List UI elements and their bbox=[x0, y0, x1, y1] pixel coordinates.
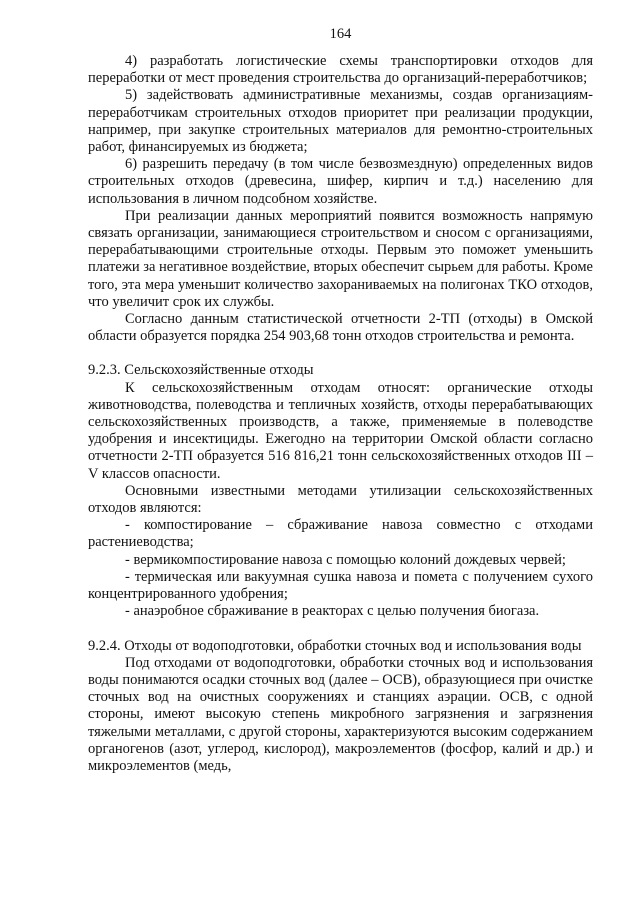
document-page bbox=[88, 24, 593, 775]
page-number: 164 bbox=[329, 26, 352, 42]
paragraph-statistics-construction: Согласно данным статистической отчетности 2-ТП (отходы) в Омской области образуется порядка 254 903,68 тонн отходов строительства и ремонта. bbox=[88, 311, 593, 345]
section-spacer bbox=[88, 345, 593, 362]
paragraph-measures-effect: При реализации данных мероприятий появится возможность напрямую связать организации, занимающиеся строительством и сносом с организациями, перерабатывающими строительные отходы. Первым это поможет уменьшить платежи за негативное воздействие, вторых обеспечит сырьем для работы. Кроме того, эта мера уменьшит количество захораниваемых на полигонах ТКО отходов, что увеличит срок их службы. bbox=[88, 207, 593, 310]
list-item-drying: - термическая или вакуумная сушка навоза и помета с получением сухого концентрированного удобрения; bbox=[88, 568, 593, 603]
list-item-logistics: 4) разработать логистические схемы транспортировки отходов для переработки от мест проведения строительства до организаций-переработчиков; bbox=[88, 53, 593, 87]
list-item-anaerobic-digestion: - анаэробное сбраживание в реакторах с целью получения биогаза. bbox=[125, 603, 540, 620]
paragraph-sewage-sludge: Под отходами от водоподготовки, обработки сточных вод и использования воды понимаются осадки сточных вод (далее – ОСВ), образующиеся при очистке сточных вод на очистных сооружениях и станциях аэрации. ОСВ, с одной стороны, имеют высокую степень микробного загрязнения и загрязнения тяжелыми металлами, с другой стороны, характеризуются высоким содержанием органогенов (азот, углерод, кислород), макроэлементов (фосфор, калий и др.) и микроэлементов (медь, bbox=[88, 654, 593, 774]
section-spacer bbox=[88, 621, 593, 638]
section-heading-water-treatment-waste: 9.2.4. Отходы от водоподготовки, обработки сточных вод и использования воды bbox=[88, 637, 582, 654]
section-heading-agricultural-waste: 9.2.3. Сельскохозяйственные отходы bbox=[88, 362, 314, 379]
list-item-admin-mechanisms: 5) задействовать административные механизмы, создав организациям-переработчикам строительных отходов приоритет при реализации продукции, например, при закупке строительных материалов для ремонтно-строительных работ, финансируемых из бюджета; bbox=[88, 87, 593, 156]
list-item-composting: - компостирование – сбраживание навоза совместно с отходами растениеводства; bbox=[88, 517, 593, 551]
paragraph-utilization-methods: Основными известными методами утилизации сельскохозяйственных отходов являются: bbox=[88, 482, 593, 517]
list-item-vermicomposting: - вермикомпостирование навоза с помощью колоний дождевых червей; bbox=[125, 551, 566, 568]
paragraph-agricultural-definition: К сельскохозяйственным отходам относят: органические отходы животноводства, полеводства и тепличных хозяйств, отходы перерабатывающих сельскохозяйственных производств, а также, применяемые в полеводстве удобрения и инсектициды. Ежегодно на территории Омской области согласно отчетности 2-ТП образуется 516 816,21 тонн сельскохозяйственных отходов III – V классов опасности. bbox=[88, 379, 593, 482]
list-item-transfer-to-population: 6) разрешить передачу (в том числе безвозмездную) определенных видов строительных отходов (древесина, шифер, кирпич и т.д.) населению для использования в личном подсобном хозяйстве. bbox=[88, 156, 593, 207]
